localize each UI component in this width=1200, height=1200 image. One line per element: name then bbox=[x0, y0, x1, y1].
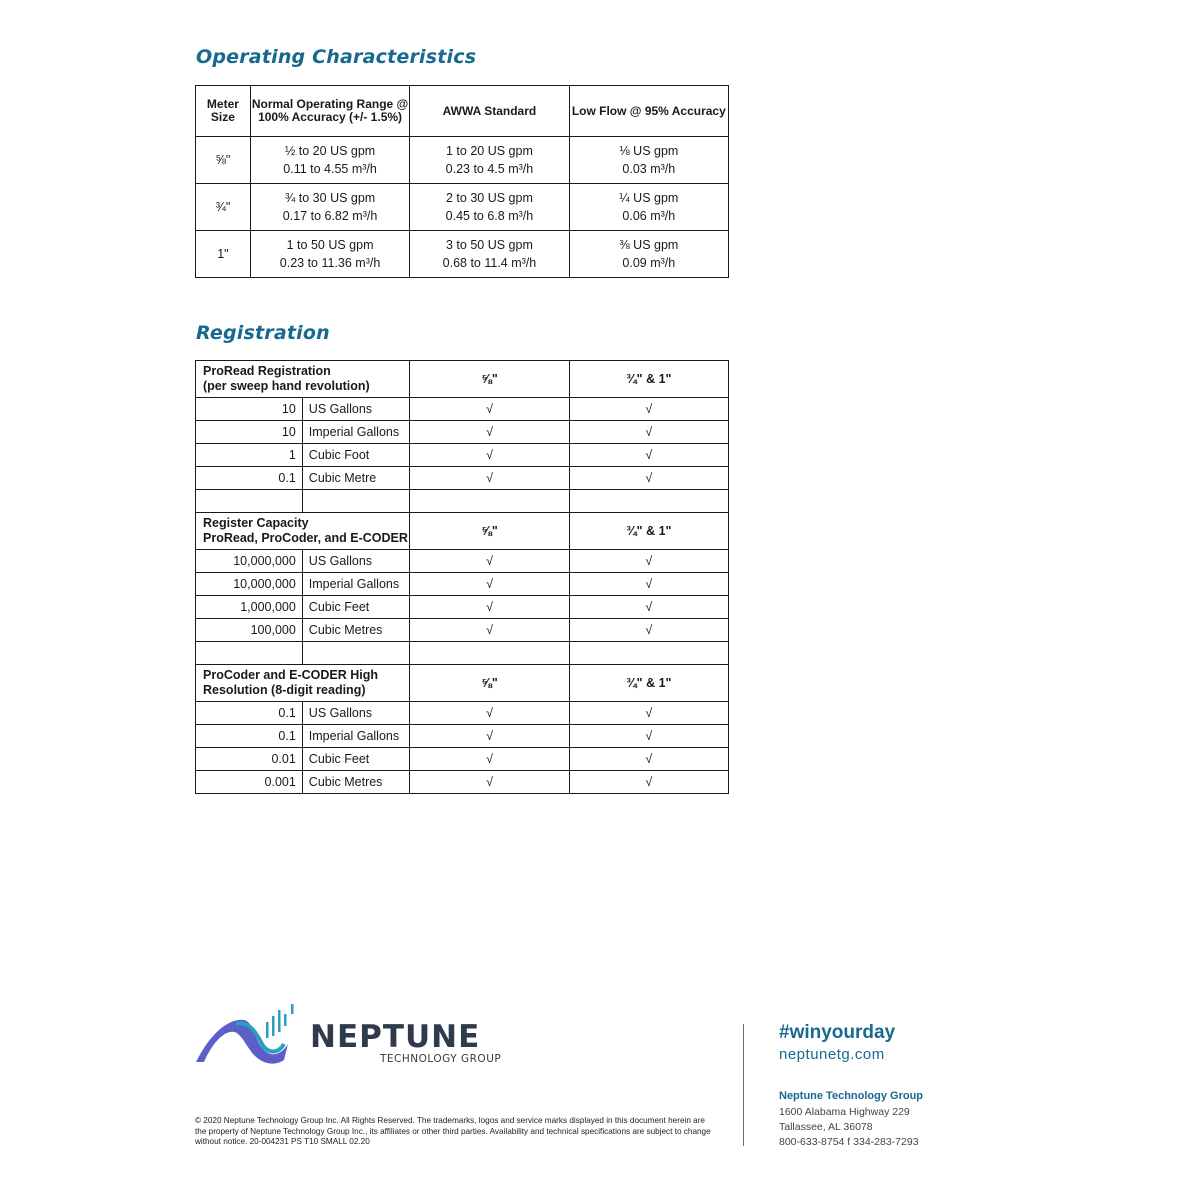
phone: 800-633-8754 f 334-283-7293 bbox=[779, 1136, 919, 1148]
col-size-small: ⅝" bbox=[410, 361, 569, 398]
low-flow-m3h: 0.06 m³/h bbox=[622, 209, 676, 223]
group-label bbox=[196, 361, 410, 398]
group-label-line1: ProRead Registration bbox=[203, 364, 331, 378]
reg-value: 10,000,000 bbox=[196, 573, 303, 596]
normal-range-gpm: ½ to 20 US gpm bbox=[284, 144, 376, 158]
registration-group-header bbox=[196, 665, 729, 702]
awwa-cell bbox=[410, 184, 569, 231]
group-label-line2: ProRead, ProCoder, and E-CODER bbox=[203, 531, 408, 545]
logo-brand-text: NEPTUNE bbox=[310, 1019, 481, 1055]
check-mark-large: √ bbox=[569, 467, 728, 490]
check-mark-small: √ bbox=[410, 421, 569, 444]
check-mark-large: √ bbox=[569, 398, 728, 421]
low-flow-gpm: ⅜ US gpm bbox=[619, 238, 679, 252]
group-label-line1: ProCoder and E-CODER High bbox=[203, 668, 379, 682]
operating-row bbox=[196, 231, 729, 278]
legal-notice: © 2020 Neptune Technology Group Inc. All Rights Reserved. The trademarks, logos and service marks displayed in this document herein are the property of Neptune Technology Group Inc., its affiliates or other third parties. Availability and technical specifications are subject to change without notice. 20-004231 PS T10 SMALL 02.20 bbox=[195, 1116, 711, 1146]
company-name: Neptune Technology Group bbox=[779, 1090, 924, 1102]
reg-value: 10 bbox=[196, 398, 303, 421]
reg-unit: US Gallons bbox=[302, 550, 410, 573]
col-size-small: ⅝" bbox=[410, 665, 569, 702]
check-mark-large: √ bbox=[569, 596, 728, 619]
check-mark-small: √ bbox=[410, 725, 569, 748]
operating-title: Operating Characteristics bbox=[196, 46, 477, 68]
address-line1: 1600 Alabama Highway 229 bbox=[779, 1106, 910, 1118]
check-mark-large: √ bbox=[569, 748, 728, 771]
check-mark-large: √ bbox=[569, 421, 728, 444]
group-label-line2: Resolution (8-digit reading) bbox=[203, 683, 366, 697]
group-label-line1: Register Capacity bbox=[203, 516, 309, 530]
check-mark-large: √ bbox=[569, 725, 728, 748]
reg-unit: Imperial Gallons bbox=[302, 725, 410, 748]
registration-row bbox=[196, 771, 729, 794]
check-mark-large: √ bbox=[569, 771, 728, 794]
reg-value: 10,000,000 bbox=[196, 550, 303, 573]
col-size-large: ¾" & 1" bbox=[569, 665, 728, 702]
website-link[interactable]: neptunetg.com bbox=[779, 1046, 885, 1063]
check-mark-small: √ bbox=[410, 619, 569, 642]
group-label-line2: (per sweep hand revolution) bbox=[203, 379, 370, 393]
operating-row bbox=[196, 184, 729, 231]
neptune-logo bbox=[192, 998, 512, 1068]
reg-unit: Imperial Gallons bbox=[302, 573, 410, 596]
reg-unit: US Gallons bbox=[302, 398, 410, 421]
registration-row bbox=[196, 748, 729, 771]
awwa-m3h: 0.45 to 6.8 m³/h bbox=[445, 209, 534, 223]
reg-value: 100,000 bbox=[196, 619, 303, 642]
check-mark-small: √ bbox=[410, 702, 569, 725]
check-mark-small: √ bbox=[410, 771, 569, 794]
reg-unit: Cubic Metres bbox=[302, 771, 410, 794]
reg-unit: US Gallons bbox=[302, 702, 410, 725]
check-mark-small: √ bbox=[410, 550, 569, 573]
low-flow-m3h: 0.09 m³/h bbox=[622, 256, 676, 270]
reg-value: 0.1 bbox=[196, 467, 303, 490]
check-mark-small: √ bbox=[410, 748, 569, 771]
normal-range-cell bbox=[250, 231, 409, 278]
check-mark-small: √ bbox=[410, 596, 569, 619]
normal-range-gpm: 1 to 50 US gpm bbox=[286, 238, 374, 252]
header-low-flow: Low Flow @ 95% Accuracy bbox=[569, 86, 728, 137]
low-flow-cell bbox=[569, 184, 728, 231]
normal-range-gpm: ¾ to 30 US gpm bbox=[284, 191, 376, 205]
normal-range-m3h: 0.11 to 4.55 m³/h bbox=[283, 162, 377, 176]
reg-value: 1,000,000 bbox=[196, 596, 303, 619]
reg-value: 1 bbox=[196, 444, 303, 467]
registration-title: Registration bbox=[196, 322, 330, 344]
check-mark-large: √ bbox=[569, 573, 728, 596]
reg-unit: Cubic Feet bbox=[302, 748, 410, 771]
reg-value: 0.001 bbox=[196, 771, 303, 794]
low-flow-cell bbox=[569, 137, 728, 184]
reg-value: 0.1 bbox=[196, 725, 303, 748]
registration-row bbox=[196, 421, 729, 444]
awwa-cell bbox=[410, 137, 569, 184]
awwa-cell bbox=[410, 231, 569, 278]
low-flow-cell bbox=[569, 231, 728, 278]
awwa-m3h: 0.23 to 4.5 m³/h bbox=[445, 162, 534, 176]
meter-size-cell: ¾" bbox=[196, 184, 251, 231]
col-size-small: ⅝" bbox=[410, 513, 569, 550]
blank-row bbox=[196, 490, 729, 513]
meter-size-cell: 1" bbox=[196, 231, 251, 278]
reg-unit: Cubic Feet bbox=[302, 596, 410, 619]
registration-row bbox=[196, 725, 729, 748]
registration-row bbox=[196, 398, 729, 421]
awwa-gpm: 3 to 50 US gpm bbox=[446, 238, 533, 252]
registration-row bbox=[196, 444, 729, 467]
registration-group-header bbox=[196, 513, 729, 550]
col-size-large: ¾" & 1" bbox=[569, 361, 728, 398]
header-normal-range: Normal Operating Range @ 100% Accuracy (+/- 1.5%) bbox=[250, 86, 409, 137]
normal-range-m3h: 0.17 to 6.82 m³/h bbox=[282, 209, 378, 223]
registration-row bbox=[196, 702, 729, 725]
check-mark-large: √ bbox=[569, 619, 728, 642]
low-flow-gpm: ¼ US gpm bbox=[619, 191, 679, 205]
check-mark-large: √ bbox=[569, 444, 728, 467]
registration-group-header bbox=[196, 361, 729, 398]
header-awwa: AWWA Standard bbox=[410, 86, 569, 137]
check-mark-small: √ bbox=[410, 444, 569, 467]
operating-table bbox=[195, 85, 729, 278]
group-label bbox=[196, 513, 410, 550]
reg-value: 0.1 bbox=[196, 702, 303, 725]
check-mark-small: √ bbox=[410, 398, 569, 421]
reg-unit: Cubic Metre bbox=[302, 467, 410, 490]
registration-row bbox=[196, 619, 729, 642]
registration-table bbox=[195, 360, 729, 794]
reg-unit: Imperial Gallons bbox=[302, 421, 410, 444]
registration-row bbox=[196, 467, 729, 490]
registration-row bbox=[196, 573, 729, 596]
header-meter-size: Meter Size bbox=[196, 86, 251, 137]
awwa-m3h: 0.68 to 11.4 m³/h bbox=[442, 256, 537, 270]
low-flow-m3h: 0.03 m³/h bbox=[622, 162, 676, 176]
reg-unit: Cubic Metres bbox=[302, 619, 410, 642]
normal-range-cell bbox=[250, 137, 409, 184]
meter-size-cell: ⅝" bbox=[196, 137, 251, 184]
low-flow-gpm: ⅛ US gpm bbox=[619, 144, 679, 158]
awwa-gpm: 2 to 30 US gpm bbox=[446, 191, 533, 205]
footer-divider bbox=[743, 1024, 744, 1146]
reg-value: 10 bbox=[196, 421, 303, 444]
reg-unit: Cubic Foot bbox=[302, 444, 410, 467]
address-line2: Tallassee, AL 36078 bbox=[779, 1121, 873, 1133]
logo-brand-sub: TECHNOLOGY GROUP bbox=[380, 1053, 502, 1065]
check-mark-small: √ bbox=[410, 573, 569, 596]
group-label bbox=[196, 665, 410, 702]
check-mark-small: √ bbox=[410, 467, 569, 490]
blank-row bbox=[196, 642, 729, 665]
operating-header-row bbox=[196, 86, 729, 137]
check-mark-large: √ bbox=[569, 550, 728, 573]
awwa-gpm: 1 to 20 US gpm bbox=[446, 144, 533, 158]
col-size-large: ¾" & 1" bbox=[569, 513, 728, 550]
normal-range-m3h: 0.23 to 11.36 m³/h bbox=[279, 256, 381, 270]
reg-value: 0.01 bbox=[196, 748, 303, 771]
normal-range-cell bbox=[250, 184, 409, 231]
registration-row bbox=[196, 596, 729, 619]
hashtag[interactable]: #winyourday bbox=[779, 1022, 896, 1043]
registration-row bbox=[196, 550, 729, 573]
operating-row bbox=[196, 137, 729, 184]
check-mark-large: √ bbox=[569, 702, 728, 725]
